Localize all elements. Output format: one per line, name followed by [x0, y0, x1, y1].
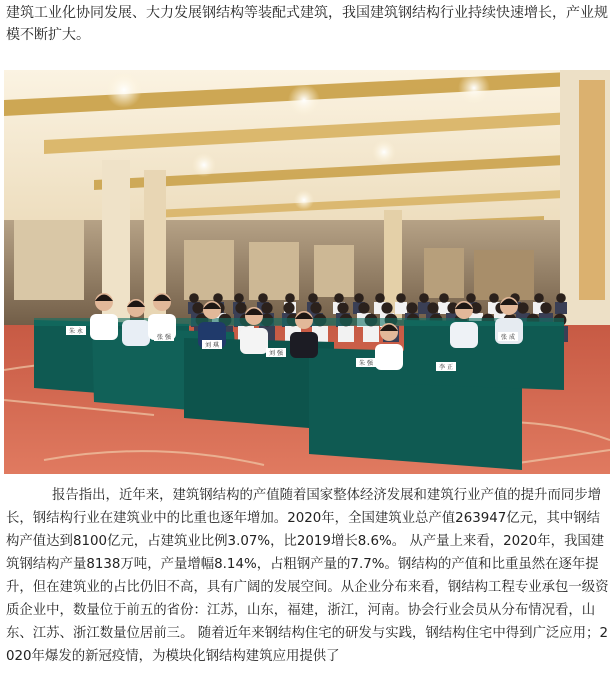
name-card: [154, 332, 174, 341]
name-card-label: 刘 琪: [205, 342, 219, 349]
paragraph-main: 报告指出，近年来，建筑钢结构的产值随着国家整体经济发展和建筑行业产值的提升而同步增长，钢结构行业在建筑业中的比重也逐年增加。2020年，全国建筑业总产值263947亿元，其中钢结构产值达到8100亿元，占建筑业比例3.07%，比2019增长8.6%。 从产量上来看，2020年，我国建筑钢结构产量8138万吨，产量增幅8.14%，占粗钢产量的7.7%。钢结构的产值和比重虽然在逐年提升，但在建筑业的占比仍旧不高，具有广阔的发展空间。从企业分布来看，钢结构工程专业承包一级资质企业中，数量位于前五的省份：江苏，山东，福建，浙江，河南。协会行业会员从分布情况看，山东、江苏、浙江数量位居前三。 随着近年来钢结构住宅的研发与实践，钢结构住宅中得到广泛应用；2020年爆发的新冠疫情，为模块化钢结构建筑应用提供了: [6, 488, 609, 664]
name-card: [498, 332, 518, 341]
article-body: [6, 484, 610, 668]
name-card: [356, 358, 376, 367]
name-card-label: 张 成: [501, 334, 515, 341]
conference-photo: [4, 70, 610, 474]
name-card: [436, 362, 456, 371]
name-card-label: 刘 强: [269, 350, 283, 357]
name-card-label: 朱 永: [69, 328, 83, 335]
name-card-label: 张 强: [157, 334, 171, 341]
name-card: [266, 348, 286, 357]
name-card: [202, 340, 222, 349]
name-card: [66, 326, 86, 335]
lead-paragraph: 建筑工业化协同发展、大力发展钢结构等装配式建筑，我国建筑钢结构行业持续快速增长，产业规模不断扩大。: [6, 5, 608, 43]
name-card-label: 朱 强: [359, 360, 373, 367]
name-card-label: 李 正: [439, 364, 453, 371]
